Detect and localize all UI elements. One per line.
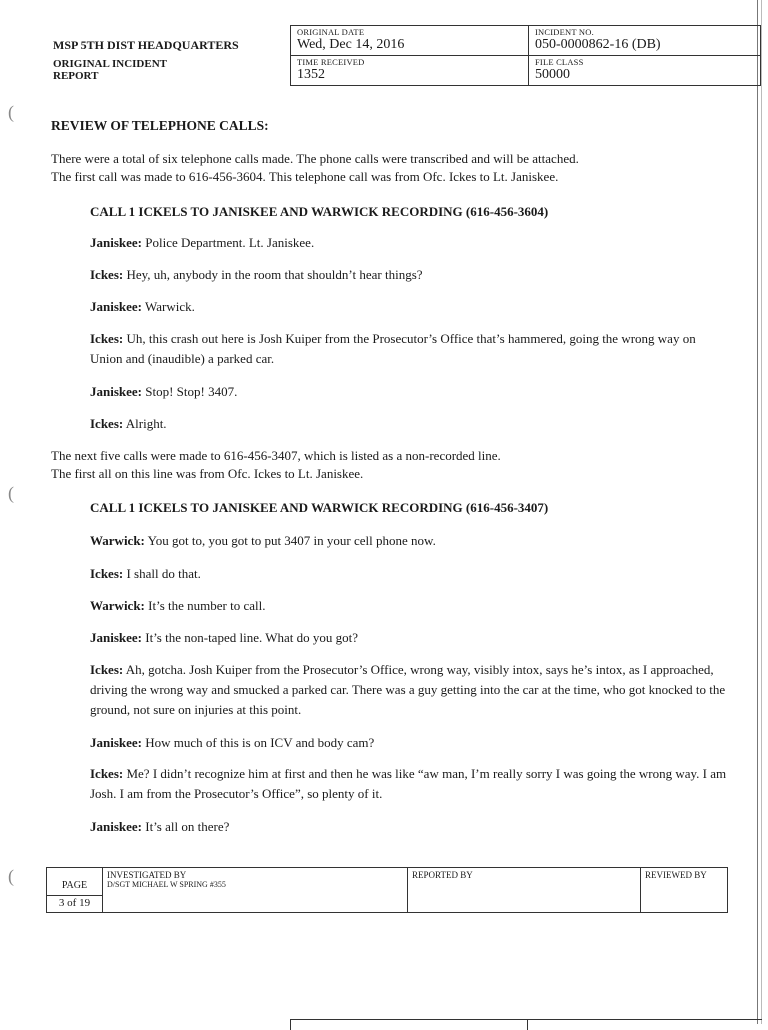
next-page-header-divider [527, 1020, 528, 1030]
speaker-name: Janiskee: [90, 819, 142, 834]
page-cell [47, 868, 103, 913]
dialogue-text: Uh, this crash out here is Josh Kuiper from the Prosecutor’s Office that’s hammered, going the wrong way on Union and (inaudible) a parked car. [90, 331, 696, 366]
call1-heading: CALL 1 ICKELS TO JANISKEE AND WARWICK RECORDING (616-456-3604) [90, 204, 549, 219]
reported-by-cell [408, 868, 641, 913]
time-received-value: 1352 [297, 67, 325, 82]
dialogue-line [90, 596, 730, 616]
dialogue-line [90, 660, 730, 720]
report-type-line2: REPORT [53, 70, 99, 82]
dialogue-line [90, 297, 730, 317]
report-type-line1: ORIGINAL INCIDENT [53, 58, 167, 70]
dialogue-text: It’s the number to call. [144, 598, 266, 613]
incident-no-cell [529, 26, 761, 56]
file-class-value: 50000 [535, 67, 570, 82]
dialogue-line [90, 733, 730, 753]
dialogue-text: It’s all on there? [142, 819, 230, 834]
dialogue-line [90, 414, 730, 434]
speaker-name: Ickes: [90, 267, 124, 282]
dialogue-line [90, 382, 730, 402]
time-received-cell [291, 56, 529, 86]
dialogue-line [90, 531, 730, 551]
reviewed-by-cell [641, 868, 728, 913]
dialogue-line [90, 329, 730, 369]
dialogue-line [90, 564, 730, 584]
page-number: 3 of 19 [47, 895, 102, 910]
transition-line: The first all on this line was from Ofc. Ickes to Lt. Janiskee. [51, 466, 364, 481]
dialogue-text: Alright. [123, 416, 167, 431]
speaker-name: Ickes: [90, 416, 124, 431]
file-class-cell [529, 56, 761, 86]
investigated-by-value: D/SGT MICHAEL W SPRING #355 [107, 880, 226, 889]
agency-name: MSP 5TH DIST HEADQUARTERS [53, 38, 239, 52]
time-received-label: TIME RECEIVED [297, 57, 365, 67]
reviewed-by-label: REVIEWED BY [645, 870, 707, 880]
dialogue-line [90, 817, 730, 837]
speaker-name: Janiskee: [90, 235, 142, 250]
speaker-name: Janiskee: [90, 384, 142, 399]
investigated-by-label: INVESTIGATED BY [107, 870, 187, 880]
page-label: PAGE [61, 880, 88, 891]
agency-block [53, 38, 239, 82]
dialogue-line [90, 265, 730, 285]
speaker-name: Ickes: [90, 766, 124, 781]
dialogue-text: Me? I didn’t recognize him at first and then he was like “aw man, I’m really sorry I was going the wrong way. I am Josh. I am from the Prosecutor’s Office”, so plenty of it. [90, 766, 727, 801]
next-page-header-edge [290, 1019, 762, 1030]
dialogue-text: How much of this is on ICV and body cam? [142, 735, 375, 750]
dialogue-text: Stop! Stop! 3407. [142, 384, 238, 399]
investigated-by-cell [103, 868, 408, 913]
dialogue-text: It’s the non-taped line. What do you got? [142, 630, 359, 645]
call2-heading: CALL 1 ICKELS TO JANISKEE AND WARWICK RECORDING (616-456-3407) [90, 500, 549, 515]
dialogue-text: You got to, you got to put 3407 in your cell phone now. [144, 533, 436, 548]
original-date-label: ORIGINAL DATE [297, 27, 365, 37]
punch-hole-mark: ( [8, 866, 14, 886]
dialogue-line [90, 628, 730, 648]
original-date-value: Wed, Dec 14, 2016 [297, 37, 405, 52]
incident-no-value: 050-0000862-16 (DB) [535, 37, 661, 52]
speaker-name: Janiskee: [90, 630, 142, 645]
page-edge-rule [757, 0, 758, 1024]
incident-no-label: INCIDENT NO. [535, 27, 594, 37]
intro-line: The first call was made to 616-456-3604. This telephone call was from Ofc. Ickes to Lt. Janiskee. [51, 169, 559, 184]
speaker-name: Janiskee: [90, 735, 142, 750]
section-title: REVIEW OF TELEPHONE CALLS: [51, 118, 269, 133]
reported-by-label: REPORTED BY [412, 870, 473, 880]
dialogue-line [90, 764, 730, 804]
speaker-name: Ickes: [90, 331, 124, 346]
dialogue-line [90, 233, 730, 253]
dialogue-text: Warwick. [142, 299, 195, 314]
dialogue-text: I shall do that. [123, 566, 201, 581]
dialogue-text: Police Department. Lt. Janiskee. [142, 235, 315, 250]
speaker-name: Warwick: [90, 598, 145, 613]
header-info-table [290, 25, 761, 86]
speaker-name: Ickes: [90, 566, 124, 581]
original-date-cell [291, 26, 529, 56]
intro-paragraph [51, 150, 741, 186]
punch-hole-mark: ( [8, 483, 14, 503]
speaker-name: Ickes: [90, 662, 124, 677]
speaker-name: Janiskee: [90, 299, 142, 314]
file-class-label: FILE CLASS [535, 57, 584, 67]
transition-line: The next five calls were made to 616-456-3407, which is listed as a non-recorded line. [51, 448, 501, 463]
transition-paragraph [51, 447, 741, 483]
intro-line: There were a total of six telephone calls made. The phone calls were transcribed and will be attached. [51, 151, 579, 166]
page-edge-rule-inner [761, 0, 762, 1024]
punch-hole-mark: ( [8, 102, 14, 122]
dialogue-text: Hey, uh, anybody in the room that shouldn’t hear things? [123, 267, 423, 282]
footer-signature-table [46, 867, 728, 913]
dialogue-text: Ah, gotcha. Josh Kuiper from the Prosecutor’s Office, wrong way, visibly intox, says he’s intox, as I approached, driving the wrong way and smucked a parked car. There was a guy getting into the car at the time, who got knocked to the ground, not sure on injuries at this point. [90, 662, 726, 717]
speaker-name: Warwick: [90, 533, 145, 548]
